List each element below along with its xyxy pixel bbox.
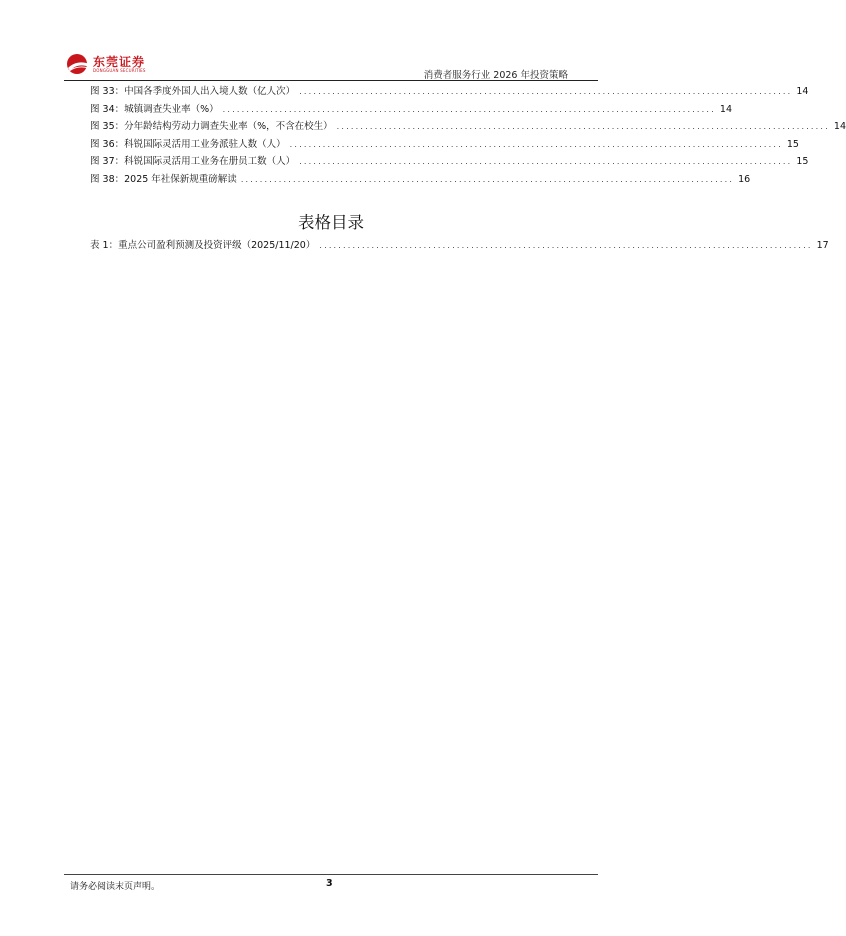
toc-entry[interactable] (90, 237, 829, 255)
toc-entry[interactable] (90, 153, 809, 171)
toc-entry[interactable] (90, 101, 733, 119)
toc-entry-page: 17 (816, 240, 829, 251)
logo-chinese-name: 东莞证券 (93, 54, 146, 69)
toc-entry[interactable] (90, 136, 799, 154)
toc-entry[interactable] (90, 118, 846, 136)
header-divider (64, 80, 598, 81)
toc-entry-page: 15 (786, 138, 799, 150)
footer-divider (64, 874, 598, 875)
toc-leader-dots: ........................................................................................................ (222, 104, 716, 114)
dongguan-securities-logo-icon (64, 52, 90, 76)
toc-entry-page: 14 (833, 121, 846, 132)
toc-leader-dots: ........................................................................................................ (299, 157, 793, 166)
toc-entry[interactable] (90, 171, 751, 189)
tables-toc (90, 237, 829, 255)
toc-leader-dots: ........................................................................................................ (240, 174, 735, 184)
toc-entry-title: 图 33：中国各季度外国人出入境人数（亿人次） (90, 86, 296, 97)
logo-text (93, 56, 146, 73)
toc-leader-dots: ........................................................................................................ (289, 139, 783, 149)
report-title: 消费者服务行业 2026 年投资策略 (423, 70, 568, 81)
toc-entry[interactable] (90, 83, 809, 101)
toc-entry-title: 图 35：分年龄结构劳动力调查失业率（%，不含在校生） (90, 121, 333, 132)
toc-leader-dots: ........................................................................................................ (336, 122, 830, 131)
footer-disclaimer: 请务必阅读末页声明。 (70, 882, 161, 892)
toc-entry-title: 表 1：重点公司盈利预测及投资评级（2025/11/20） (90, 240, 316, 251)
logo-english-name: DONGGUAN SECURITIES (93, 67, 146, 73)
figures-toc (90, 83, 846, 188)
toc-entry-page: 16 (738, 173, 751, 185)
toc-entry-title: 图 38：2025 年社保新规重磅解读 (90, 173, 237, 185)
toc-entry-page: 14 (719, 103, 733, 115)
toc-entry-page: 14 (796, 86, 809, 97)
toc-entry-title: 图 37：科锐国际灵活用工业务在册员工数（人） (90, 156, 296, 167)
header-logo (64, 52, 146, 76)
toc-entry-title: 图 36：科锐国际灵活用工业务派驻人数（人） (90, 138, 286, 150)
toc-entry-title: 图 34：城镇调查失业率（%） (90, 103, 219, 115)
toc-leader-dots: ........................................................................................................ (299, 87, 793, 96)
toc-entry-page: 15 (796, 156, 809, 167)
page-number: 3 (326, 878, 333, 889)
tables-toc-heading: 表格目录 (298, 213, 364, 232)
toc-leader-dots: ........................................................................................................ (319, 241, 813, 250)
